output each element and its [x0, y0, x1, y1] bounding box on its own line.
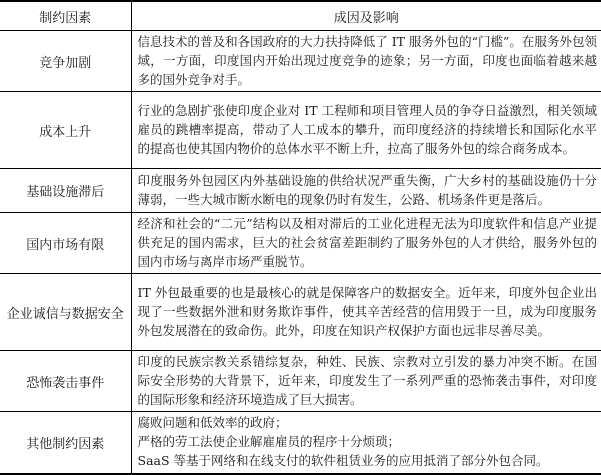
factor-cell: 基础设施滞后 — [0, 169, 131, 213]
column-header-impact: 成因及影响 — [131, 1, 601, 31]
impact-cell: IT 外包最重要的也是最核心的就是保障客户的数据安全。近年来，印度外包企业出现了一些数据外泄和财务欺诈事件，使其辛苦经营的信用毁于一旦，成为印度服务外包发展潜在的致命伤。此外，印度在知识产权保护方面也远非尽善尽美。 — [131, 274, 601, 351]
impact-cell: 经济和社会的“二元”结构以及相对滞后的工业化进程无法为印度软件和信息产业提供充足的国内需求，巨大的社会贫富差距制约了服务外包的人才供给，服务外包的国内市场与离岸市场严重脱节。 — [131, 213, 601, 274]
impact-cell: 行业的急剧扩张使印度企业对 IT 工程师和项目管理人员的争夺日益激烈，相关领域雇员的跳槽率提高，带动了人工成本的攀升，而印度经济的持续增长和国际化水平的提高也使其国内物价的总体水平不断上升，拉高了服务外包的综合商务成本。 — [131, 92, 601, 169]
impact-line: SaaS 等基于网络和在线支付的软件租赁业务的应用抵消了部分外包合同。 — [137, 453, 549, 469]
table-row — [0, 213, 601, 274]
table-header-row — [0, 1, 601, 31]
table-row — [0, 31, 601, 92]
table-row — [0, 274, 601, 351]
factor-cell: 竞争加剧 — [0, 31, 131, 92]
factor-cell: 其他制约因素 — [0, 412, 131, 474]
factor-cell: 国内市场有限 — [0, 213, 131, 274]
factor-cell: 企业诚信与数据安全 — [0, 274, 131, 351]
table-row — [0, 92, 601, 169]
table-row — [0, 169, 601, 213]
column-header-factor: 制约因素 — [0, 1, 131, 31]
impact-line: 严格的劳工法使企业解雇雇员的程序十分烦琐； — [137, 434, 401, 450]
table-row — [0, 351, 601, 412]
impact-cell: 印度服务外包园区内外基础设施的供给状况严重失衡，广大乡村的基础设施仍十分薄弱，一些大城市断水断电的现象仍时有发生，公路、机场条件更是落后。 — [131, 169, 601, 213]
table-row — [0, 412, 601, 474]
impact-cell — [131, 412, 601, 474]
impact-line: 腐败问题和低效率的政府； — [137, 415, 288, 431]
impact-cell: 印度的民族宗教关系错综复杂，种姓、民族、宗教对立引发的暴力冲突不断。在国际安全形势的大背景下，近年来，印度发生了一系列严重的恐怖袭击事件，对印度的国际形象和经济环境造成了巨大损害。 — [131, 351, 601, 412]
factor-cell: 恐怖袭击事件 — [0, 351, 131, 412]
impact-cell: 信息技术的普及和各国政府的大力扶持降低了 IT 服务外包的“门槛”。在服务外包领域，一方面，印度国内开始出现过度竞争的迹象；另一方面，印度也面临着越来越多的国外竞争对手。 — [131, 31, 601, 92]
factor-cell: 成本上升 — [0, 92, 131, 169]
